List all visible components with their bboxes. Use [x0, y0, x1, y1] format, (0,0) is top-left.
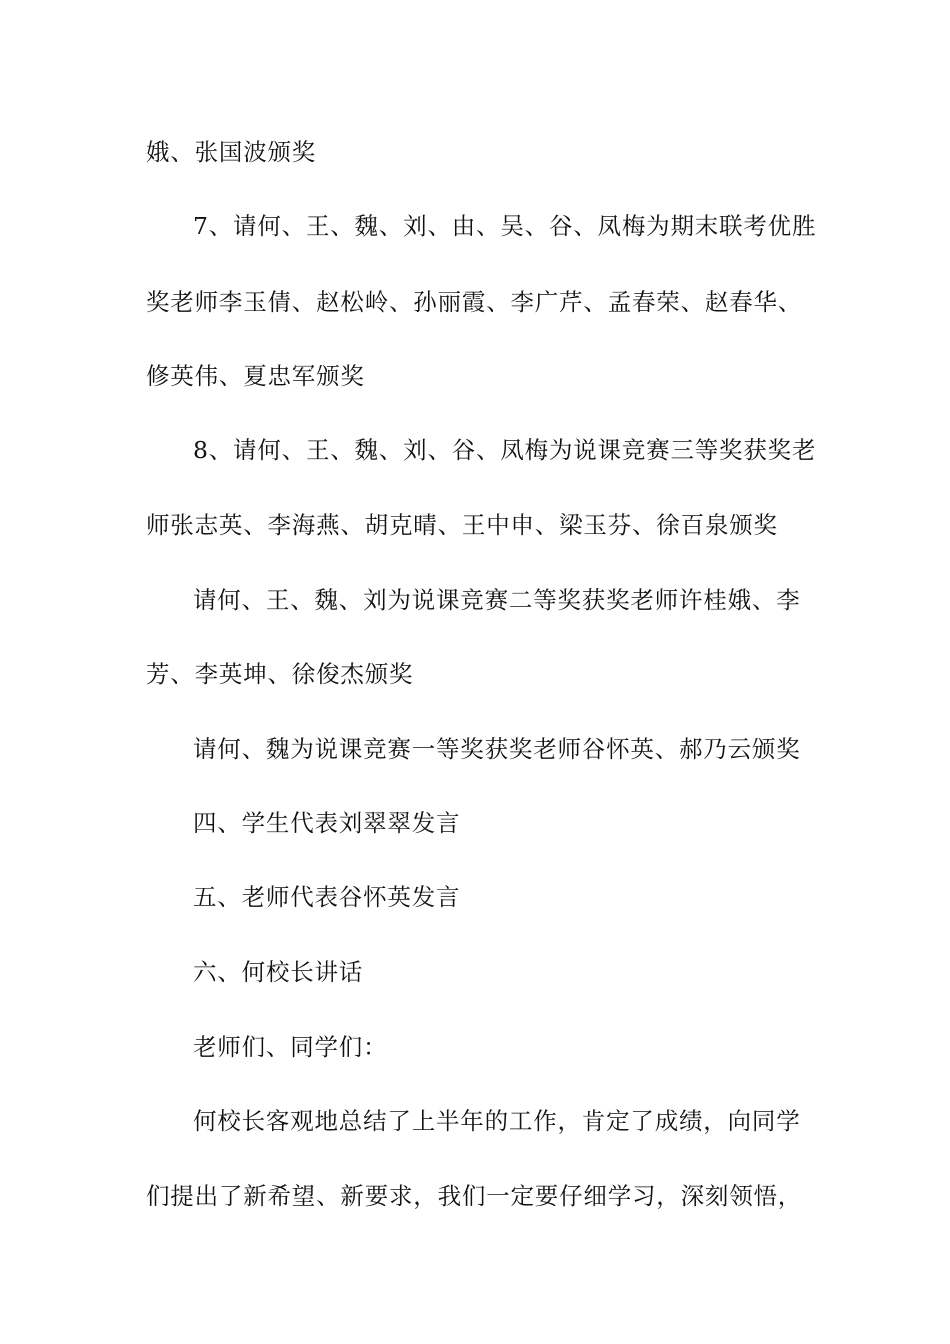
text-line: 四、学生代表刘翠翠发言 — [193, 809, 461, 837]
text-line: 8、请何、王、魏、刘、谷、凤梅为说课竞赛三等奖获奖老 — [193, 436, 817, 464]
text-line: 修英伟、夏忠军颁奖 — [146, 362, 365, 390]
text-line: 何校长客观地总结了上半年的工作，肯定了成绩，向同学 — [193, 1107, 801, 1135]
text-line: 老师们、同学们： — [193, 1033, 388, 1061]
text-line: 请何、王、魏、刘为说课竞赛二等奖获奖老师许桂娥、李 — [193, 586, 801, 614]
text-line: 们提出了新希望、新要求，我们一定要仔细学习，深刻领悟， — [146, 1182, 803, 1210]
text-line: 7、请何、王、魏、刘、由、吴、谷、凤梅为期末联考优胜 — [193, 212, 817, 240]
text-line: 娥、张国波颁奖 — [146, 138, 317, 166]
text-line: 奖老师李玉倩、赵松岭、孙丽霞、李广芹、孟春荣、赵春华、 — [146, 288, 803, 316]
text-line: 五、老师代表谷怀英发言 — [193, 883, 461, 911]
text-line: 芳、李英坤、徐俊杰颁奖 — [146, 660, 414, 688]
text-line: 六、何校长讲话 — [193, 958, 364, 986]
text-line: 请何、魏为说课竞赛一等奖获奖老师谷怀英、郝乃云颁奖 — [193, 735, 801, 763]
text-line: 师张志英、李海燕、胡克晴、王中申、梁玉芬、徐百泉颁奖 — [146, 511, 778, 539]
